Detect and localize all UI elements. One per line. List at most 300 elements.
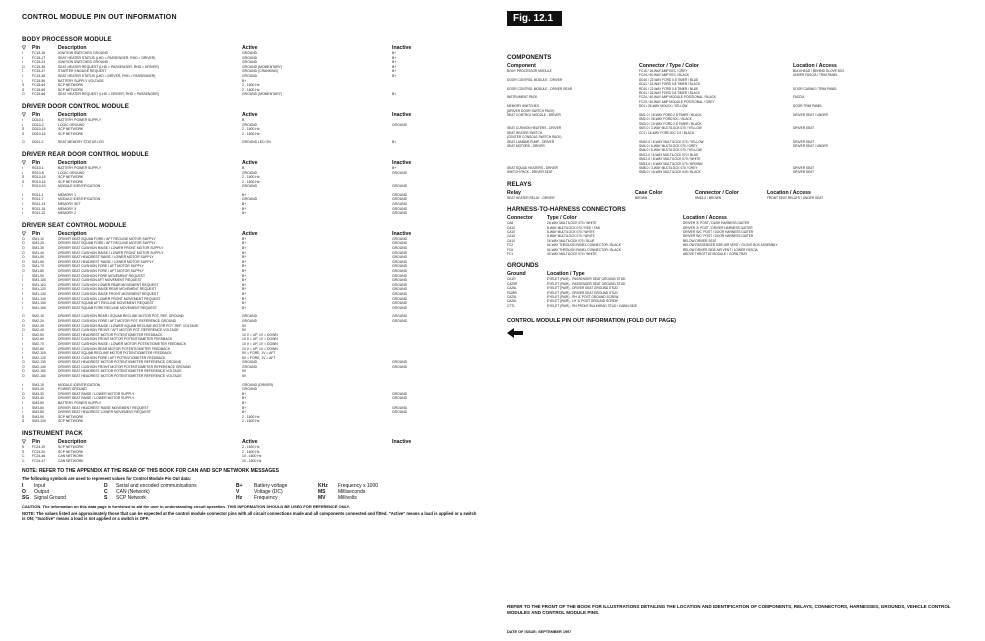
header-active: Active — [242, 230, 258, 237]
pin-id: RD11-7 — [32, 197, 44, 202]
triangle-icon: ▽ — [22, 439, 26, 445]
component-connector: SM6-0 / 6-WAY MULTILOCK 070 / YELLOW — [639, 148, 702, 153]
header-inactive: Inactive — [392, 230, 412, 237]
pin-description: BATTERY SUPPLY VOLTAGE — [58, 78, 104, 83]
pin-active: 2 - 1600 Hz — [242, 127, 260, 132]
pin-io: O — [22, 369, 25, 374]
section-title: INSTRUMENT PACK — [22, 430, 83, 437]
ground-id: CA26L — [507, 299, 517, 304]
pin-description: BATTERY POWER SUPPLY — [58, 401, 102, 406]
pin-io: I — [22, 184, 23, 189]
pin-description: DRIVER SEAT CUSHION FORE / AFT MOTOR SUPPLY — [58, 269, 144, 273]
pin-inactive: GROUND — [392, 264, 408, 269]
pin-id: SM3-90 — [32, 414, 44, 419]
pin-active: B+ — [242, 78, 247, 83]
pin-active: 10 V = UP, 1V = DOWN — [242, 332, 278, 337]
pin-io: I — [22, 401, 23, 406]
pin-description: CAN NETWORK — [58, 458, 84, 463]
pin-inactive: GROUND — [392, 296, 408, 301]
components-header-component: Component — [507, 63, 536, 69]
section-title: DRIVER DOOR CONTROL MODULE — [22, 102, 129, 110]
component-connector: SM3-0 / 10-WAY FORD 2.8 TIMER / BLACK — [639, 121, 702, 126]
component-name: SEAT LUMBAR PUMP - DRIVER — [507, 139, 555, 144]
pin-io: O — [22, 64, 25, 69]
pin-inactive: B+ — [392, 73, 397, 78]
pin-inactive: GROUND — [392, 301, 408, 306]
component-connector: RD11 / 16-WAY FORD 0.8 TIMER / BLACK — [639, 91, 701, 96]
legend-meaning: SCP Network — [116, 495, 146, 502]
pin-io: I — [22, 410, 23, 415]
document-title: CONTROL MODULE PIN OUT INFORMATION — [22, 14, 177, 21]
pin-id: RD10-8 — [32, 170, 44, 175]
pin-io: I — [22, 202, 23, 207]
pin-io: I — [22, 301, 23, 306]
pin-id: SM1-20 — [32, 241, 44, 246]
triangle-icon: ▽ — [22, 230, 26, 237]
pin-io: O — [22, 92, 25, 97]
pin-description: MEMORY SET — [58, 202, 81, 207]
pin-io: O — [22, 391, 25, 396]
pin-description: SCP NETWORK — [58, 127, 84, 132]
header-description: Description — [58, 230, 87, 237]
pin-description: DRIVER SEAT CUSHION FORE / AFT MOTOR SUPPLY — [58, 264, 144, 269]
pin-description: MEMORY 2 — [58, 211, 76, 216]
pin-io: O — [22, 364, 25, 369]
component-name: INSTRUMENT PACK — [507, 95, 538, 100]
pin-id: SM1-160 — [32, 305, 46, 310]
harness-title: HARNESS-TO-HARNESS CONNECTORS — [507, 206, 626, 214]
pin-io: O — [22, 259, 25, 264]
pin-active: B+ — [242, 211, 247, 216]
component-name: DOOR CONTROL MODULE - DRIVER — [507, 77, 563, 82]
pin-description: DRIVER SEAT CUSHION AFT MOVEMENT REQUEST — [58, 278, 142, 283]
foldout-title: CONTROL MODULE PIN OUT INFORMATION (FOLD OUT PAGE) — [507, 318, 677, 325]
pin-description: SCP NETWORK — [58, 445, 84, 449]
pin-description: IGNITION SWITCHED GROUND — [58, 51, 109, 55]
pin-id: FC15-16 — [32, 51, 46, 55]
pin-description: SCP NETWORK — [58, 419, 84, 424]
pin-active: GROUND (CRANKING) — [242, 69, 279, 74]
pin-id: SM2-150 — [32, 369, 46, 374]
pin-io: I — [22, 60, 23, 65]
pin-inactive: GROUND — [392, 360, 408, 365]
legend-symbol: C — [104, 489, 108, 496]
pin-active: B+ — [242, 236, 247, 241]
pin-active: B+ — [242, 192, 247, 197]
pin-id: FC24-47 — [32, 458, 46, 463]
pin-io: I — [22, 165, 23, 170]
header-active: Active — [242, 45, 258, 51]
component-connector: FC24 / 40-WAY AMP MODULE POSITIONAL / BLACK — [639, 95, 716, 100]
pin-id: SM3-40 — [32, 396, 44, 401]
caution-text: CAUTION. The information on this data page is furnished to aid the user in understanding circuit operation. THIS INFORMATION SHOULD BE USED FOR REFERENCE ONLY. — [22, 504, 351, 510]
section-title: DRIVER SEAT CONTROL MODULE — [22, 221, 127, 229]
harness-location: BELOW DRIVER SEAT — [683, 238, 717, 243]
pin-active: GROUND — [242, 170, 258, 175]
pin-io: O — [22, 328, 25, 333]
pin-id: SM2-130 — [32, 360, 46, 365]
pin-row — [22, 419, 477, 424]
pin-description: DRIVER SEAT SQUAB AFT RECLINE MOVEMENT REQUEST — [58, 301, 154, 306]
pin-active: B+ — [242, 405, 247, 410]
header-pin: Pin — [32, 230, 41, 237]
component-connector: FC24 / 60-WAY AMP EEC / BLACK — [639, 73, 690, 78]
pin-id: SM3-100 — [32, 419, 46, 424]
harness-location: BELOW DRIVER SIDE AIR VENT / LOWER FASCIA — [683, 247, 758, 252]
pin-description: DRIVER SEAT CUSHION LOWER REAR MOVEMENT REQUEST — [58, 282, 159, 287]
symbols-legend — [22, 483, 477, 501]
pin-inactive: GROUND — [392, 364, 408, 369]
pin-io: S — [22, 179, 25, 184]
pin-active: B+ — [242, 278, 247, 283]
pin-io: I — [22, 291, 23, 296]
legend-symbol: KHz — [318, 483, 328, 490]
pin-io: I — [22, 278, 23, 283]
section-title: DRIVER REAR DOOR CONTROL MODULE — [22, 150, 149, 158]
pin-io: O — [22, 396, 25, 401]
legend-symbol: MS — [318, 489, 326, 496]
legend-symbol: S — [104, 495, 108, 502]
values-note: NOTE: The values listed are approximately those that can be expected at the control module connector pins with all circuit connections made and all components connected and fitted. "Active" means a load is applied or a switch is ON; "Inactive" means a load is not applied or a switch is OFF. — [22, 511, 477, 522]
component-location: UNDER FASCIA / TRIM PANEL — [793, 73, 838, 78]
pin-id: SM2-30 — [32, 323, 44, 328]
pin-active: GROUND — [242, 197, 258, 202]
pin-id: SM1-10 — [32, 236, 44, 241]
legend-symbol: I — [22, 483, 24, 490]
harness-type: 54-WAY THROUGH PANEL CONNECTOR / BLACK — [547, 247, 621, 252]
component-row — [507, 170, 969, 174]
pin-id: FC24-19 — [32, 445, 46, 449]
pin-inactive: GROUND — [392, 122, 408, 127]
pin-id: RD10-1 — [32, 165, 44, 170]
harness-row — [507, 252, 969, 256]
relay-case-color: BROWN — [635, 195, 648, 200]
pin-inactive — [392, 132, 452, 137]
pin-inactive: GROUND — [392, 318, 408, 323]
pin-inactive: GROUND — [392, 291, 408, 296]
component-name: SEAT SQUAD HEATERS - DRIVER — [507, 165, 558, 170]
harness-location: DRIVER 'A' POST / DRIVER HARNESS GAITER — [683, 225, 753, 230]
pin-io: O — [22, 255, 25, 260]
pin-active: 10 V = UP, 1V = DOWN — [242, 337, 278, 342]
pin-description: DRIVER SEAT CUSHION RAISE REAR MOVEMENT REQUEST — [58, 287, 157, 292]
pin-id: SM1-100 — [32, 278, 46, 283]
component-location: DRIVER SEAT — [793, 170, 815, 175]
pin-id: FC15-35 — [32, 64, 46, 69]
pin-id: RD10-19 — [32, 184, 46, 189]
component-location: DRIVER SEAT — [793, 139, 815, 144]
pin-description: SCP NETWORK — [58, 449, 84, 454]
relay-location: FRONT SEAT RELAYS / UNDER SEAT — [767, 195, 824, 200]
pin-active: 2 - 1600 Hz — [242, 179, 260, 184]
pin-inactive: B+ — [392, 69, 397, 74]
pin-io: I — [22, 55, 23, 60]
pin-inactive: B+ — [392, 92, 397, 97]
pin-active: B+ — [242, 301, 247, 306]
pin-row — [22, 211, 477, 216]
pin-io: I — [22, 382, 23, 387]
pin-description: SEAT HEATER STATUS (LHD = DRIVER, RHD = PASSENGER) — [58, 73, 156, 78]
grounds-table — [507, 277, 969, 308]
component-connector: CC1 / 16-WAY FORD IDC 3.0 / BLACK — [639, 130, 695, 135]
pin-id: SM1-110 — [32, 282, 46, 287]
pin-description: DRIVER SEAT CUSHION FORE / AFT POTENTIOMETER FEEDBACK — [58, 355, 166, 360]
pin-inactive: GROUND — [392, 305, 408, 310]
pin-io: I — [22, 122, 23, 127]
pin-io: C — [22, 458, 25, 463]
symbols-intro: The following symbols are used to represent values for Control Module Pin Out data: — [22, 476, 191, 482]
pin-io: S — [22, 419, 25, 424]
pin-inactive — [392, 419, 452, 424]
component-connector: SM1-0 / 16-WAY FORD 2.8 TIMER / BLACK — [639, 113, 702, 118]
pin-description: DRIVER SEAT HEADREST RAISE / LOWER MOTOR SUPPLY — [58, 259, 154, 264]
component-location: DRIVER SEAT / UNDER — [793, 143, 828, 148]
pin-io: I — [22, 273, 23, 278]
header-description: Description — [58, 439, 87, 445]
pin-active: GROUND — [242, 318, 258, 323]
harness-type: 16-WAY MULTILOCK 070 / BLUE — [547, 238, 595, 243]
pin-description: DRIVER SEAT RAISE / LOWER MOTOR SUPPLY — [58, 396, 135, 401]
pin-active: 2 - 1600 Hz — [242, 445, 260, 449]
pin-description: DRIVER SEAT SQUAB FORE RECLINE MOVEMENT REQUEST — [58, 305, 157, 310]
ground-location: EYELET (PAIR) - DRIVER SEAT GROUND STUD — [547, 286, 618, 291]
pin-id: SM3-80 — [32, 410, 44, 415]
component-location: DRIVER SEAT — [793, 126, 815, 131]
pin-id: SM1-50 — [32, 255, 44, 260]
components-header-connector: Connector / Type / Color — [639, 63, 699, 69]
grounds-header-ground: Ground — [507, 271, 526, 278]
pin-inactive: GROUND — [392, 184, 408, 189]
pin-id: SM2-50 — [32, 332, 44, 337]
pin-id: RD11-15 — [32, 206, 46, 211]
pin-description: LOGIC GROUND — [58, 122, 85, 127]
pin-active: 10 - 1600 Hz — [242, 454, 262, 459]
issue-date: DATE OF ISSUE: SEPTEMBER 1997 — [507, 630, 572, 634]
pin-inactive: B+ — [392, 140, 397, 145]
component-connector: SM7-0 / 3-WAY MULTILOCK 070 / YELLOW — [639, 126, 702, 131]
harness-type: 26-WAY MULTILOCK 070 / WHITE — [547, 221, 597, 226]
pin-description: DRIVER SEAT CUSHION LOWER FRONT MOVEMENT REQUEST — [58, 296, 161, 301]
pin-inactive: GROUND — [392, 391, 408, 396]
pin-io: O — [22, 360, 25, 365]
component-name: SEAT CUSHION HEATERS - DRIVER — [507, 126, 562, 131]
pin-io: S — [22, 445, 25, 449]
pin-active: B+ — [242, 250, 247, 255]
pin-active: GROUND LED ON — [242, 140, 271, 145]
legend-meaning: Battery voltage — [254, 483, 288, 490]
pin-description: DRIVER SEAT CUSHION FORE MOVEMENT REQUEST — [58, 273, 146, 278]
pin-description: DRIVER SEAT CUSHION RAISE / LOWER MOTOR POTENTIOMETER FEEDBACK — [58, 341, 187, 346]
pin-active: B+ — [242, 241, 247, 246]
pin-id: SM2-40 — [32, 328, 44, 333]
legend-meaning: Millivolts — [338, 495, 357, 502]
harness-connector: CA6 — [507, 221, 514, 226]
legend-meaning: CAN (Network) — [116, 489, 150, 496]
component-connector: FC23 / 40-WAY AMP MODULE POSITIONAL / GREY — [639, 99, 715, 104]
pin-active: B+ — [242, 259, 247, 264]
component-connector: SM10-0 / 6-WAY MULTILOCK 070 / YELLOW — [639, 139, 704, 144]
pin-active: 5V — [242, 328, 247, 333]
component-location: BULKHEAD / BEHIND GLOVE BOX — [793, 69, 845, 73]
harness-connector: CA10 — [507, 229, 515, 234]
pin-io: O — [22, 246, 25, 251]
pin-inactive — [392, 459, 452, 464]
pin-io: S — [22, 449, 25, 454]
pin-io: O — [22, 318, 25, 323]
pin-description: DRIVER SEAT CUSHION RAISE FRONT MOVEMENT REQUEST — [58, 291, 159, 296]
pin-description: BATTERY POWER SUPPLY — [58, 117, 102, 122]
pin-active: 2 - 1600 Hz — [242, 449, 260, 454]
harness-location: DRIVER 'B/C' POST / DOOR HARNESS GAITER — [683, 234, 754, 239]
header-active: Active — [242, 159, 258, 166]
pin-active: 5V — [242, 369, 247, 374]
pin-io: I — [22, 296, 23, 301]
harness-type: 8-WAY MULTILOCK 070 / WHITE — [547, 229, 595, 234]
pin-active: B+ — [242, 391, 247, 396]
pin-io: I — [22, 387, 23, 392]
pin-description: DRIVER SEAT HEADREST MOTOR POTENTIOMETER REFERENCE VOLTAGE — [58, 374, 182, 379]
pin-id: FC15-65 — [32, 87, 46, 92]
pin-active: 10 V = UP, 1V = DOWN — [242, 341, 278, 346]
pin-id: DD10-1 — [32, 117, 44, 122]
pin-inactive: GROUND — [392, 410, 408, 415]
component-connector: SM13-0 / 6-WAY MULTILOCK 070 / BROWN — [639, 161, 703, 166]
pin-description: SEAT HEATER REQUEST (LHD = PASSENGER, RHD = DRIVER) — [58, 64, 159, 69]
pin-inactive: GROUND — [392, 287, 408, 292]
harness-type: 8-WAY MULTILOCK 070 / WHITE — [547, 234, 595, 239]
pin-description: DRIVER SEAT SQUAB FORE / AFT RECLINE MOTOR SUPPLY — [58, 236, 156, 241]
legend-meaning: Frequency x 1000 — [338, 483, 379, 490]
pin-description: DRIVER SEAT CUSHION FRONT MOTOR POTENTIOMETER FEEDBACK — [58, 337, 173, 342]
pin-inactive: GROUND — [392, 202, 408, 207]
component-connector: SM5-0 / 16-WAY MULTILOCK 040 / BLACK — [639, 170, 701, 175]
pin-inactive: B+ — [392, 165, 397, 170]
pin-description: DRIVER SEAT CUSHION REAR / SQUAB RECLINE MOTOR POT. REF. GROUND — [58, 314, 184, 319]
legend-meaning: Signal Ground — [34, 495, 66, 502]
legend-meaning: Serial and encoded communications — [116, 483, 197, 490]
appendix-note: NOTE: REFER TO THE APPENDIX AT THE REAR OF THIS BOOK FOR CAN AND SCP NETWORK MESSAGES — [22, 468, 279, 475]
pin-id: SM1-60 — [32, 259, 44, 264]
legend-meaning: Milliseconds — [338, 489, 366, 496]
pin-id: SM3-50 — [32, 401, 44, 406]
pin-active: B+ — [242, 401, 247, 406]
refer-note: REFER TO THE FRONT OF THE BOOK FOR ILLUSTRATIONS DETAILING THE LOCATION AND IDENTIFICATION OF COMPONENTS, RELAYS, CONNECTORS, HARNESSES, GROUNDS, VEHICLE CONTROL MODULES AND CONTROL MODULE PINS. — [507, 604, 951, 615]
component-name: SEAT HEATER SWITCH — [507, 130, 543, 135]
triangle-icon: ▽ — [22, 111, 26, 118]
pin-description: MODULE IDENTIFICATION — [58, 382, 101, 387]
pin-inactive: GROUND — [392, 259, 408, 264]
pin-description: BATTERY POWER SUPPLY — [58, 165, 102, 170]
header-active: Active — [242, 111, 258, 118]
pin-inactive: GROUND — [392, 250, 408, 255]
harness-connector: FC1 — [507, 252, 514, 256]
component-location: DOOR CASING / TRIM PANEL — [793, 86, 838, 91]
legend-symbol: O — [22, 489, 26, 496]
component-connector: SM2-0 / 26-WAY FORD IDC / BLACK — [639, 117, 692, 122]
relays-header-relay: Relay — [507, 189, 521, 196]
pin-id: DD11-2 — [32, 140, 44, 145]
component-name: SEAT MOTORS - DRIVER — [507, 143, 545, 148]
pin-description: DRIVER SEAT CUSHION FORE / AFT MOTOR POT. REFERENCE GROUND — [58, 318, 177, 323]
pin-active: 2 - 1600 Hz — [242, 83, 260, 88]
pin-active: GROUND — [242, 51, 258, 55]
pin-inactive: GROUND — [392, 405, 408, 410]
header-inactive: Inactive — [392, 439, 412, 445]
header-pin: Pin — [32, 159, 41, 166]
pin-id: DD10-2 — [32, 122, 44, 127]
pin-io: I — [22, 351, 23, 356]
relays-header-location: Location / Access — [767, 189, 811, 196]
harness-location: DRIVER 'B/C' POST / DOOR HARNESS GAITER — [683, 229, 754, 234]
component-connector: SM12-0 / 6-WAY MULTILOCK 070 / WHITE — [639, 157, 701, 162]
pin-id: RD11-22 — [32, 211, 46, 216]
pin-description: MODULE IDENTIFICATION — [58, 184, 101, 189]
pin-id: SM2-70 — [32, 341, 44, 346]
pin-io: I — [22, 206, 23, 211]
relays-header-case: Case Color — [635, 189, 663, 196]
pin-inactive — [392, 374, 452, 379]
pin-io: S — [22, 83, 25, 88]
pin-active: 5V = FORE, 1V = AFT — [242, 351, 276, 356]
pin-id: SM2-10 — [32, 314, 44, 319]
relay-connector: SM18-0 / BROWN — [695, 195, 722, 200]
pin-active: B+ — [242, 296, 247, 301]
pin-description: DRIVER SEAT CUSHION RAISE / LOWER FRONT MOTOR SUPPLY — [58, 246, 164, 251]
pin-active: B+ — [242, 410, 247, 415]
components-table — [507, 69, 969, 175]
pin-id: SM3-30 — [32, 391, 44, 396]
component-location: DOOR TRIM PANEL — [793, 104, 823, 109]
component-name: DOOR CONTROL MODULE - DRIVER REAR — [507, 86, 573, 91]
pin-id: SM2-80 — [32, 346, 44, 351]
pin-io: I — [22, 51, 23, 55]
pin-description: MEMORY 1 — [58, 192, 76, 197]
header-pin: Pin — [32, 45, 41, 51]
component-name: (DRIVER DOOR SWITCH PACK) — [507, 108, 555, 113]
pin-active: B+ — [242, 269, 247, 273]
ground-id: CA25R — [507, 281, 518, 286]
pin-id: SM1-70 — [32, 264, 44, 269]
pin-io: I — [22, 192, 23, 197]
pin-id: SM3-60 — [32, 405, 44, 410]
harness-header-connector: Connector — [507, 215, 533, 222]
pin-active: GROUND — [242, 314, 258, 319]
legend-meaning: Output — [34, 489, 50, 496]
header-pin: Pin — [32, 439, 41, 445]
pin-active: GROUND (MOMENTARY) — [242, 92, 282, 97]
component-connector: RD10 / 22-WAY FORD 0.8 TIMER / BLUE — [639, 86, 699, 91]
pin-io: I — [22, 305, 23, 310]
triangle-icon: ▽ — [22, 159, 26, 166]
ground-row — [507, 304, 969, 308]
pin-inactive: GROUND — [392, 246, 408, 251]
left-arrow-icon[interactable] — [507, 328, 523, 338]
pin-id: SM2-20 — [32, 318, 44, 323]
pin-id: FC15-37 — [32, 69, 46, 74]
pin-active: B+ — [242, 282, 247, 287]
component-name: MEMORY SWITCHES — [507, 104, 539, 109]
pin-io: S — [22, 414, 25, 419]
pin-id: RD10-15 — [32, 175, 46, 180]
pin-io: I — [22, 170, 23, 175]
pin-id: SM3-10 — [32, 382, 44, 387]
component-connector: FC15 / 16-WAY AMP EEC / GREY — [639, 69, 688, 73]
pin-active: GROUND — [242, 55, 258, 60]
pin-active: 2 - 1600 Hz — [242, 131, 260, 136]
pin-io: O — [22, 323, 25, 328]
pin-active: B+ — [242, 246, 247, 251]
reference-column — [507, 30, 969, 343]
